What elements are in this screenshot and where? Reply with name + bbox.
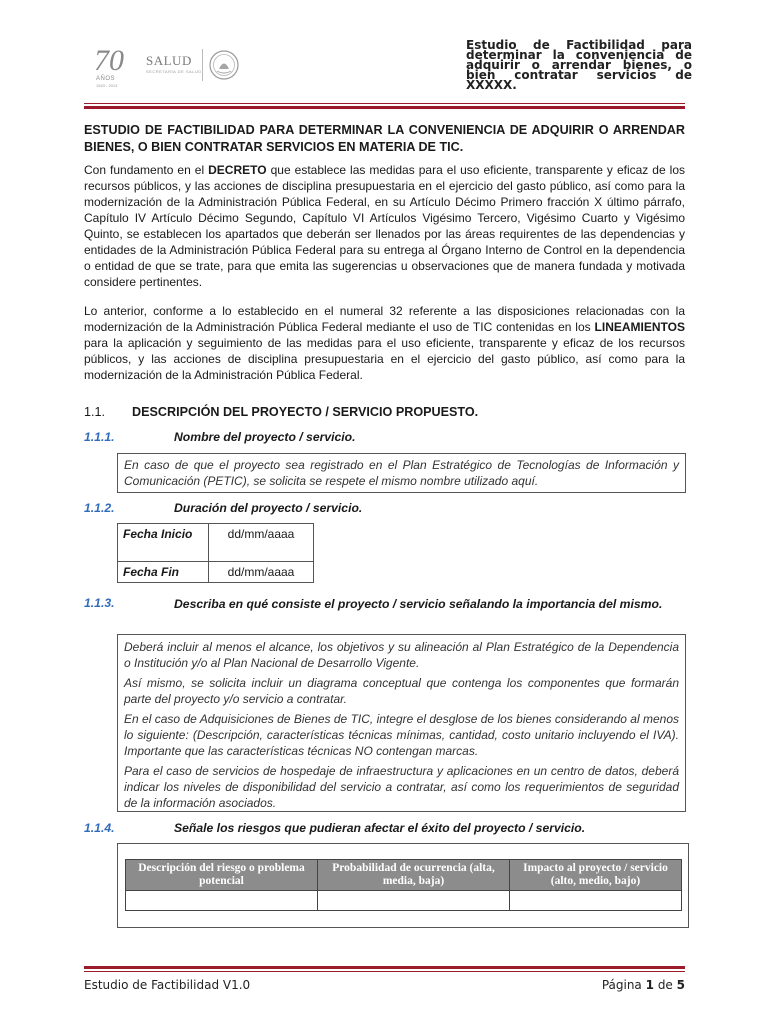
risk-table	[125, 859, 682, 911]
header-rule-thick	[84, 106, 685, 109]
end-date-value: dd/mm/aaaa	[209, 562, 314, 583]
header-rule-thin	[84, 103, 685, 104]
footer-version: Estudio de Factibilidad V1.0	[84, 978, 251, 992]
logo-number: 70	[94, 44, 124, 77]
logo-years: 1943 - 2013	[96, 83, 118, 88]
logo-divider	[202, 49, 203, 81]
description-paragraph: Así mismo, se solicita incluir un diagrama conceptual que contenga los componentes que formarán parte del proyecto y/o servicio a contratar.	[124, 676, 679, 706]
risk-probability-cell[interactable]	[318, 891, 510, 911]
subsection-number-2: 1.1.2.	[84, 501, 115, 515]
page-number	[580, 978, 685, 992]
salud-brand-sub: SECRETARÍA DE SALUD	[146, 69, 202, 74]
table-row	[126, 891, 682, 911]
intro-paragraph-1	[84, 162, 685, 290]
subsection-title-3: Describa en qué consiste el proyecto / servicio señalando la importancia del mismo.	[174, 597, 663, 611]
end-date-label: Fecha Fin	[118, 562, 209, 583]
p2-text-a: Lo anterior, conforme a lo establecido en el numeral 32 referente a las disposiciones relacionadas con la modernización de la Administración Pública Federal mediante el uso de TIC contenidas en los	[84, 304, 685, 334]
description-paragraph: Para el caso de servicios de hospedaje de infraestructura y aplicaciones en un centro de datos, deberá indicar los niveles de disponibilidad del servicio a contratar, así como los requerimientos de seguridad de la información asociados.	[124, 764, 679, 810]
petic-note-box	[117, 453, 686, 493]
risk-impact-header: Impacto al proyecto / servicio (alto, medio, bajo)	[510, 860, 682, 891]
national-seal-icon	[208, 49, 240, 81]
subsection-title-1: Nombre del proyecto / servicio.	[174, 430, 356, 444]
risk-description-cell[interactable]	[126, 891, 318, 911]
footer-rule-thin	[84, 971, 685, 972]
project-description-box	[117, 634, 686, 812]
p1-text-a: Con fundamento en el	[84, 163, 209, 177]
start-date-label: Fecha Inicio	[118, 524, 209, 562]
current-page: 1	[645, 978, 654, 992]
start-date-value: dd/mm/aaaa	[209, 524, 314, 562]
lineamientos-bold: LINEAMIENTOS	[594, 320, 685, 334]
description-paragraph: En el caso de Adquisiciones de Bienes de TIC, integre el desglose de los bienes considerando al menos lo siguiente: (Descripción, características técnicas mínimas, cantidad, costo unitario incluyendo el IVA). Importante que las características técnicas NO contengan marcas.	[124, 712, 679, 758]
document-title: ESTUDIO DE FACTIBILIDAD PARA DETERMINAR LA CONVENIENCIA DE ADQUIRIR O ARRENDAR BIENES, O BIEN CONTRATAR SERVICIOS EN MATERIA DE TIC.	[84, 123, 685, 154]
table-row	[118, 562, 314, 583]
table-row	[118, 524, 314, 562]
subsection-number-3: 1.1.3.	[84, 596, 115, 610]
duration-table	[117, 523, 314, 583]
salud-brand: SALUD	[146, 53, 192, 68]
subsection-title-2: Duración del proyecto / servicio.	[174, 501, 363, 515]
70-anos-logo	[94, 46, 134, 86]
header-title: Estudio de Factibilidad para determinar la conveniencia de adquirir o arrendar bienes, o bien contratar servicios de XXXXX.	[466, 38, 692, 92]
subsection-number-4: 1.1.4.	[84, 821, 115, 835]
section-heading	[84, 405, 479, 419]
risk-probability-header: Probabilidad de ocurrencia (alta, media, baja)	[318, 860, 510, 891]
risk-impact-cell[interactable]	[510, 891, 682, 911]
logo-anos: AÑOS	[96, 76, 116, 82]
footer-rule-thick	[84, 966, 685, 969]
petic-note-text: En caso de que el proyecto sea registrado en el Plan Estratégico de Tecnologías de Información y Comunicación (PETIC), se solicita se respete el mismo nombre utilizado aquí.	[124, 458, 679, 488]
total-pages: 5	[676, 978, 685, 992]
project-description-text	[124, 639, 679, 811]
p2-text-b: para la aplicación y seguimiento de las medidas para el uso eficiente, transparente y eficaz de los recursos públicos, y las acciones de disciplina presupuestaria en el ejercicio del gasto público, así como para la modernización de la Administración Pública Federal.	[84, 336, 685, 382]
section-title: DESCRIPCIÓN DEL PROYECTO / SERVICIO PROPUESTO.	[132, 405, 479, 419]
p1-text-b: que establece las medidas para el uso eficiente, transparente y eficaz de los recursos públicos, y las acciones de disciplina presupuestaria en el ejercicio del gasto público, así como para la modernización de la Administración Pública Federal, en su Artículo Décimo Primero fracción X último párrafo, Capítulo IV Artículo Décimo Segundo, Capítulo VI Artículos Vigésimo Tercero, Vigésimo Cuarto y Vigésimo Quinto, se establecen los apartados que deberán ser llenados por las áreas requirentes de las dependencias y entidades de la Administración Pública Federal para su entrega al Órgano Interno de Control en la dependencia o entidad de que se trate, para que emita las sugerencias u observaciones que de manera fundada y motivada considere pertinentes.	[84, 163, 685, 289]
risk-description-header: Descripción del riesgo o problema potencial	[126, 860, 318, 891]
decreto-bold: DECRETO	[208, 163, 267, 177]
subsection-number-1: 1.1.1.	[84, 430, 115, 444]
page-label: Página	[601, 978, 642, 992]
table-header-row	[126, 860, 682, 891]
section-number: 1.1.	[84, 405, 106, 419]
intro-paragraph-2	[84, 303, 685, 383]
of-label: de	[657, 978, 673, 992]
subsection-title-4: Señale los riesgos que pudieran afectar el éxito del proyecto / servicio.	[174, 821, 586, 835]
description-paragraph: Deberá incluir al menos el alcance, los objetivos y su alineación al Plan Estratégico de la Dependencia o Institución y/o al Plan Nacional de Desarrollo Vigente.	[124, 640, 679, 670]
